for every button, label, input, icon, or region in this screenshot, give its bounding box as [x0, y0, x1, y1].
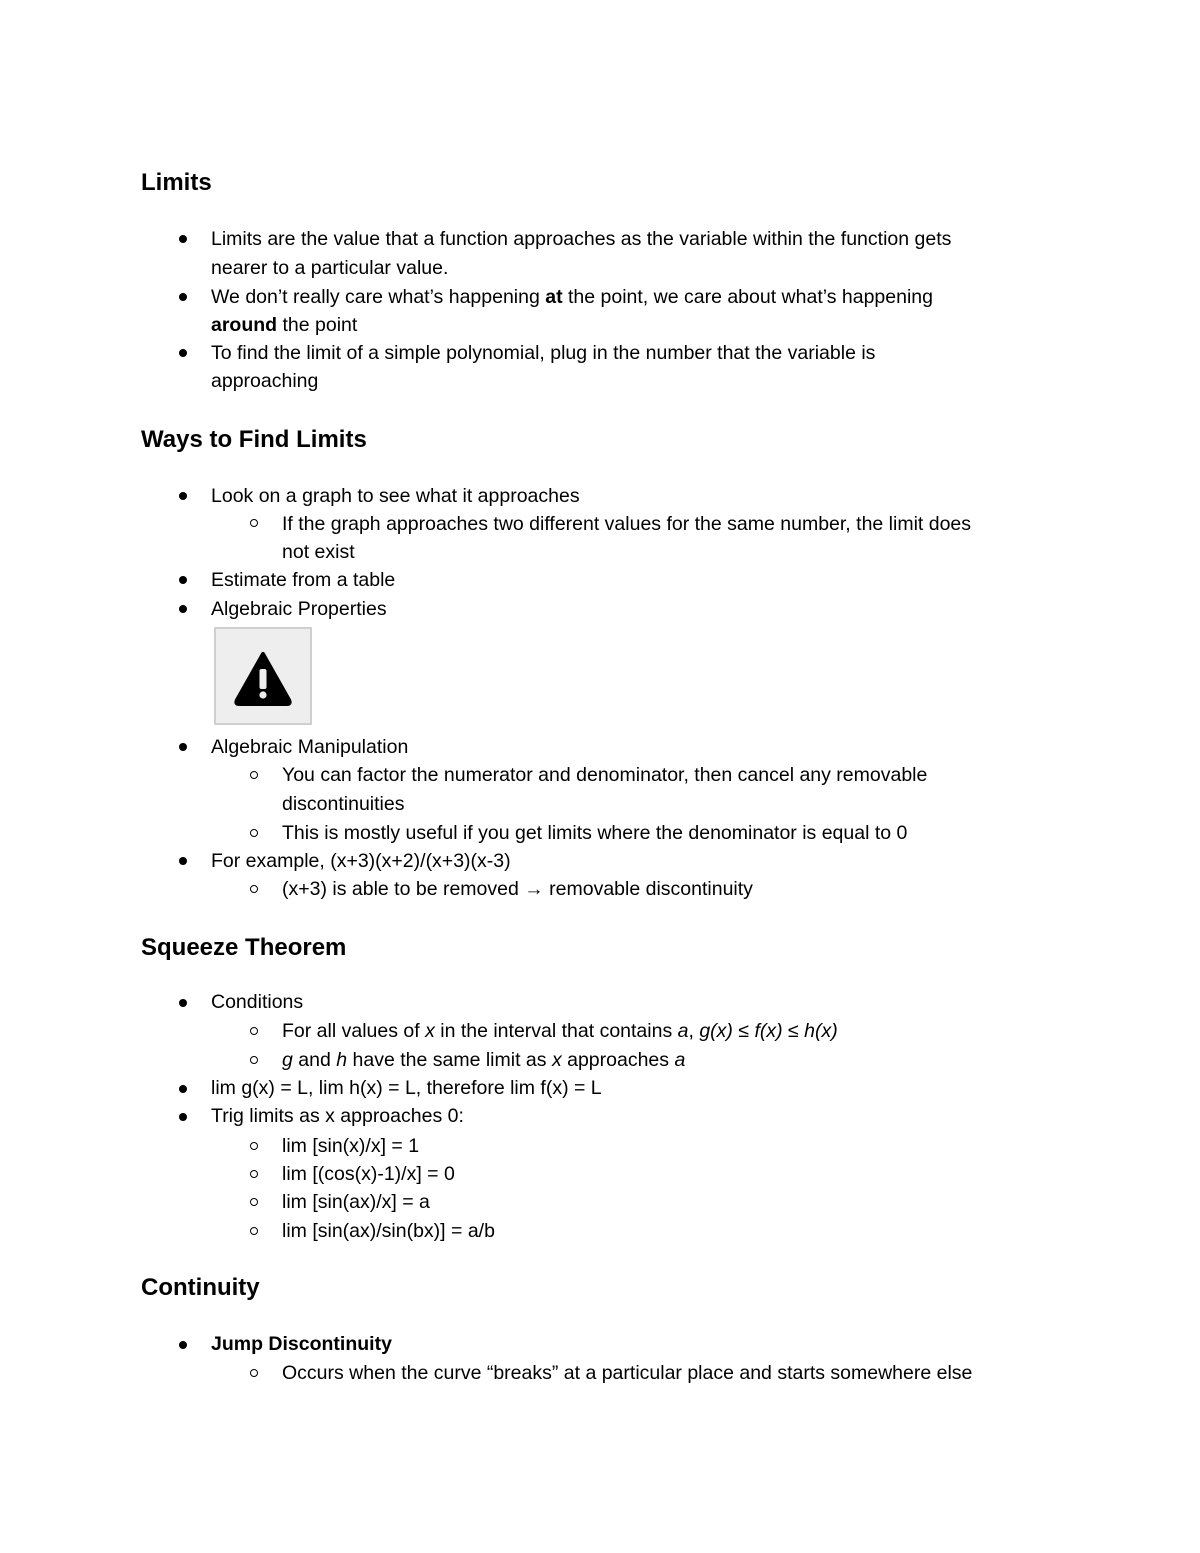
- sub-bullet: [250, 771, 258, 779]
- sub-bullet: [250, 1369, 258, 1377]
- sub-list-item: For all values of x in the interval that contains a, g(x) ≤ f(x) ≤ h(x): [282, 1020, 838, 1042]
- bullet: [179, 492, 187, 500]
- sub-list-item: (x+3) is able to be removed → removable discontinuity: [282, 878, 753, 900]
- sub-list-item: You can factor the numerator and denominator, then cancel any removable: [282, 764, 928, 786]
- bullet: [179, 999, 187, 1007]
- sub-list-item-cont: discontinuities: [282, 793, 405, 815]
- sub-list-item-cont: not exist: [282, 541, 355, 563]
- sub-bullet: [250, 1142, 258, 1150]
- list-item: To find the limit of a simple polynomial, plug in the number that the variable is: [211, 342, 876, 364]
- sub-bullet: [250, 1227, 258, 1235]
- bullet: [179, 235, 187, 243]
- list-item: Estimate from a table: [211, 569, 396, 591]
- bullet: [179, 743, 187, 751]
- list-item-cont: around the point: [211, 314, 358, 336]
- heading-squeeze-theorem: Squeeze Theorem: [141, 934, 347, 961]
- missing-image-placeholder: [214, 627, 312, 725]
- sub-bullet: [250, 519, 258, 527]
- list-item: Look on a graph to see what it approaches: [211, 485, 580, 507]
- sub-bullet: [250, 1198, 258, 1206]
- sub-bullet: [250, 1027, 258, 1035]
- sub-list-item: This is mostly useful if you get limits where the denominator is equal to 0: [282, 822, 908, 844]
- list-item: For example, (x+3)(x+2)/(x+3)(x-3): [211, 850, 511, 872]
- sub-list-item: g and h have the same limit as x approaches a: [282, 1049, 686, 1071]
- list-item: Jump Discontinuity: [211, 1333, 392, 1355]
- list-item: Conditions: [211, 991, 304, 1013]
- bullet: [179, 1113, 187, 1121]
- list-item: We don’t really care what’s happening at the point, we care about what’s happening: [211, 286, 933, 308]
- sub-bullet: [250, 1170, 258, 1178]
- sub-list-item: Occurs when the curve “breaks” at a particular place and starts somewhere else: [282, 1362, 973, 1384]
- list-item: Limits are the value that a function approaches as the variable within the function gets: [211, 228, 952, 250]
- list-item-cont: approaching: [211, 370, 319, 392]
- bullet: [179, 1341, 187, 1349]
- heading-limits: Limits: [141, 169, 212, 196]
- sub-bullet: [250, 829, 258, 837]
- bullet: [179, 349, 187, 357]
- sub-list-item: lim [(cos(x)-1)/x] = 0: [282, 1163, 455, 1185]
- bullet: [179, 1085, 187, 1093]
- bullet: [179, 576, 187, 584]
- bullet: [179, 605, 187, 613]
- sub-list-item: lim [sin(ax)/sin(bx)] = a/b: [282, 1220, 495, 1242]
- list-item: Algebraic Properties: [211, 598, 387, 620]
- list-item: lim g(x) = L, lim h(x) = L, therefore lim f(x) = L: [211, 1077, 602, 1099]
- list-item: Trig limits as x approaches 0:: [211, 1105, 464, 1127]
- sub-bullet: [250, 1056, 258, 1064]
- warning-icon: [216, 629, 310, 723]
- list-item: Algebraic Manipulation: [211, 736, 409, 758]
- heading-continuity: Continuity: [141, 1274, 260, 1301]
- sub-list-item: If the graph approaches two different values for the same number, the limit does: [282, 513, 972, 535]
- heading-ways-to-find-limits: Ways to Find Limits: [141, 426, 367, 453]
- bullet: [179, 857, 187, 865]
- sub-bullet: [250, 885, 258, 893]
- list-item-cont: nearer to a particular value.: [211, 257, 449, 279]
- bullet: [179, 293, 187, 301]
- sub-list-item: lim [sin(x)/x] = 1: [282, 1135, 420, 1157]
- sub-list-item: lim [sin(ax)/x] = a: [282, 1191, 430, 1213]
